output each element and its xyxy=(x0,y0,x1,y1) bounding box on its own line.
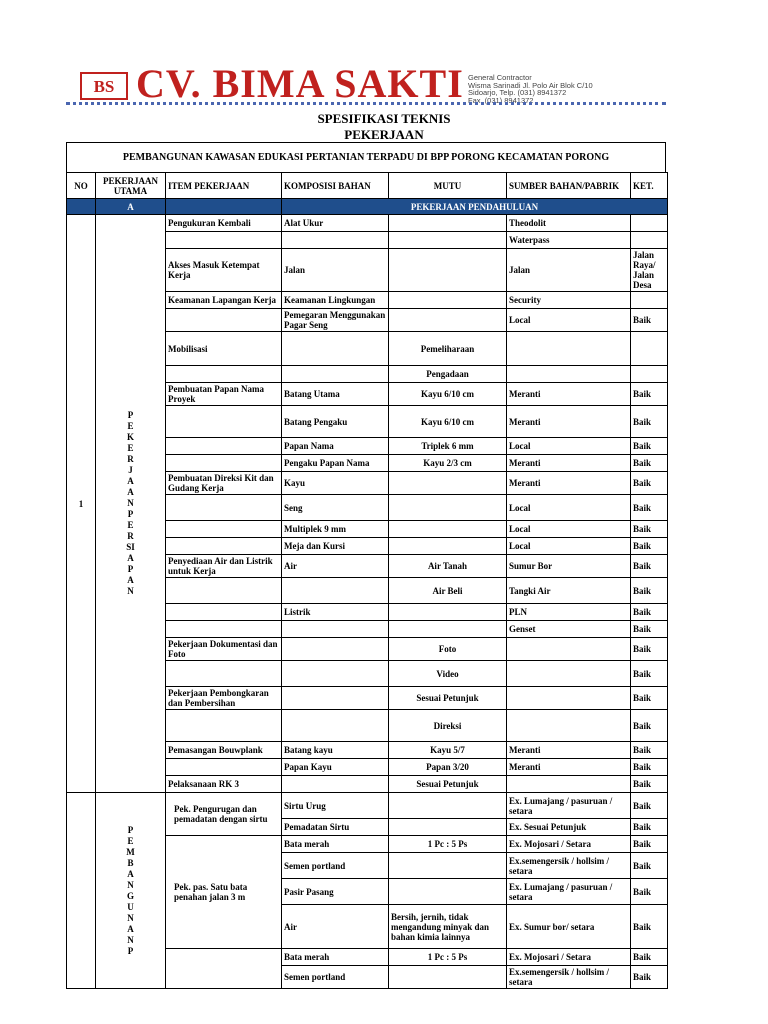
item-cell xyxy=(166,538,282,555)
mutu-cell: Triplek 6 mm xyxy=(389,438,507,455)
sumber-cell xyxy=(507,687,631,710)
ket-cell: Baik xyxy=(631,309,668,332)
sumber-cell xyxy=(507,332,631,366)
document-title: SPESIFIKASI TEKNIS xyxy=(317,111,451,126)
mutu-cell xyxy=(389,966,507,989)
mutu-cell: 1 Pc : 5 Ps xyxy=(389,836,507,853)
komposisi-cell: Pemegaran Menggunakan Pagar Seng xyxy=(282,309,389,332)
header-mutu: MUTU xyxy=(389,173,507,199)
company-info-line: Wisma Sarinadi Jl. Polo Air Blok C/10 xyxy=(468,80,593,90)
ket-cell: Baik xyxy=(631,776,668,793)
mutu-cell: Kayu 2/3 cm xyxy=(389,455,507,472)
ket-cell xyxy=(631,292,668,309)
sumber-cell: Meranti xyxy=(507,472,631,495)
sumber-cell xyxy=(507,776,631,793)
item-cell xyxy=(166,366,282,383)
ket-cell xyxy=(631,215,668,232)
header-pekerjaan-utama: PEKERJAAN UTAMA xyxy=(96,173,166,199)
sumber-cell: Meranti xyxy=(507,742,631,759)
sumber-cell xyxy=(507,638,631,661)
ket-cell: Baik xyxy=(631,604,668,621)
item-cell: Pek. Pengurugan dan pemadatan dengan sirtu xyxy=(166,793,282,836)
ket-cell: Baik xyxy=(631,538,668,555)
komposisi-cell: Sirtu Urug xyxy=(282,793,389,819)
komposisi-cell xyxy=(282,332,389,366)
sumber-cell: Theodolit xyxy=(507,215,631,232)
komposisi-cell: Semen portland xyxy=(282,966,389,989)
mutu-cell: Foto xyxy=(389,638,507,661)
mutu-cell xyxy=(389,853,507,879)
header-ket: KET. xyxy=(631,173,668,199)
project-title: PEMBANGUNAN KAWASAN EDUKASI PERTANIAN TERPADU DI BPP PORONG KECAMATAN PORONG xyxy=(66,142,666,172)
item-cell xyxy=(166,621,282,638)
sumber-cell: Local xyxy=(507,521,631,538)
mutu-cell xyxy=(389,604,507,621)
item-cell: Keamanan Lapangan Kerja xyxy=(166,292,282,309)
ket-cell: Baik xyxy=(631,621,668,638)
komposisi-cell xyxy=(282,710,389,742)
sumber-cell: Local xyxy=(507,309,631,332)
komposisi-cell xyxy=(282,621,389,638)
ket-cell: Baik xyxy=(631,383,668,406)
ket-cell: Baik xyxy=(631,879,668,905)
section-label: PEKERJAAN PENDAHULUAN xyxy=(282,199,668,215)
ket-cell xyxy=(631,232,668,249)
mutu-cell xyxy=(389,495,507,521)
sumber-cell: Meranti xyxy=(507,383,631,406)
item-cell: Penyediaan Air dan Listrik untuk Kerja xyxy=(166,555,282,578)
section-no xyxy=(67,199,96,215)
mutu-cell xyxy=(389,521,507,538)
komposisi-cell: Pasir Pasang xyxy=(282,879,389,905)
item-cell xyxy=(166,578,282,604)
company-info xyxy=(468,74,593,104)
main-work-text: PEKERJAAN PERSIAPAN xyxy=(126,410,135,596)
mutu-cell xyxy=(389,249,507,292)
header-komposisi: KOMPOSISI BAHAN xyxy=(282,173,389,199)
sumber-cell: Ex. Sesuai Petunjuk xyxy=(507,819,631,836)
item-cell: Akses Masuk Ketempat Kerja xyxy=(166,249,282,292)
mutu-cell xyxy=(389,819,507,836)
ket-cell: Baik xyxy=(631,966,668,989)
sumber-cell: PLN xyxy=(507,604,631,621)
document-subtitle: PEKERJAAN xyxy=(344,127,424,142)
mutu-cell xyxy=(389,215,507,232)
main-work-label xyxy=(96,215,166,793)
item-cell: Pembuatan Papan Nama Proyek xyxy=(166,383,282,406)
komposisi-cell xyxy=(282,366,389,383)
komposisi-cell: Kayu xyxy=(282,472,389,495)
item-cell: Pek. pas. Satu bata penahan jalan 3 m xyxy=(166,836,282,949)
ket-cell: Baik xyxy=(631,687,668,710)
mutu-cell xyxy=(389,232,507,249)
mutu-cell xyxy=(389,793,507,819)
komposisi-cell: Alat Ukur xyxy=(282,215,389,232)
mutu-cell: Air Beli xyxy=(389,578,507,604)
mutu-cell: Pemeliharaan xyxy=(389,332,507,366)
komposisi-cell: Multiplek 9 mm xyxy=(282,521,389,538)
komposisi-cell: Air xyxy=(282,905,389,949)
komposisi-cell xyxy=(282,232,389,249)
ket-cell: Baik xyxy=(631,819,668,836)
ket-cell: Baik xyxy=(631,949,668,966)
mutu-cell: Air Tanah xyxy=(389,555,507,578)
sumber-cell xyxy=(507,661,631,687)
company-info-line: Sidoarjo, Telp. (031) 8941372 xyxy=(468,88,567,97)
item-cell: Pekerjaan Dokumentasi dan Foto xyxy=(166,638,282,661)
ket-cell xyxy=(631,366,668,383)
mutu-cell xyxy=(389,538,507,555)
item-cell: Mobilisasi xyxy=(166,332,282,366)
row-number xyxy=(67,793,96,989)
komposisi-cell: Pemadatan Sirtu xyxy=(282,819,389,836)
komposisi-cell: Papan Nama xyxy=(282,438,389,455)
ket-cell: Baik xyxy=(631,495,668,521)
table-row xyxy=(67,793,668,819)
company-logo: BS xyxy=(80,72,128,100)
item-cell xyxy=(166,406,282,438)
mutu-cell: Video xyxy=(389,661,507,687)
item-cell xyxy=(166,604,282,621)
sumber-cell: Ex. Lumajang / pasuruan / setara xyxy=(507,879,631,905)
sumber-cell: Tangki Air xyxy=(507,578,631,604)
company-info-line: Fax. (031) 8941372 xyxy=(468,95,534,105)
item-cell xyxy=(166,309,282,332)
ket-cell: Baik xyxy=(631,853,668,879)
company-name: CV. BIMA SAKTI xyxy=(136,61,464,106)
komposisi-cell: Batang Utama xyxy=(282,383,389,406)
header-item: ITEM PEKERJAAN xyxy=(166,173,282,199)
ket-cell: Baik xyxy=(631,406,668,438)
item-cell xyxy=(166,710,282,742)
ket-cell: Baik xyxy=(631,793,668,819)
item-cell xyxy=(166,661,282,687)
sumber-cell xyxy=(507,710,631,742)
mutu-cell: Direksi xyxy=(389,710,507,742)
ket-cell: Baik xyxy=(631,438,668,455)
item-cell: Pembuatan Direksi Kit dan Gudang Kerja xyxy=(166,472,282,495)
mutu-cell: Kayu 6/10 cm xyxy=(389,406,507,438)
item-cell: Pelaksanaan RK 3 xyxy=(166,776,282,793)
row-number: 1 xyxy=(67,215,96,793)
item-cell xyxy=(166,232,282,249)
ket-cell: Baik xyxy=(631,836,668,853)
sumber-cell: Ex. Mojosari / Setara xyxy=(507,949,631,966)
komposisi-cell xyxy=(282,638,389,661)
item-cell xyxy=(166,759,282,776)
sumber-cell: Ex.semengersik / hollsim / setara xyxy=(507,853,631,879)
komposisi-cell: Seng xyxy=(282,495,389,521)
header-no: NO xyxy=(67,173,96,199)
ket-cell: Baik xyxy=(631,759,668,776)
sumber-cell: Ex. Lumajang / pasuruan / setara xyxy=(507,793,631,819)
komposisi-cell: Keamanan Lingkungan xyxy=(282,292,389,309)
komposisi-cell xyxy=(282,687,389,710)
item-cell xyxy=(166,495,282,521)
komposisi-cell: Semen portland xyxy=(282,853,389,879)
mutu-cell xyxy=(389,472,507,495)
ket-cell: Baik xyxy=(631,661,668,687)
mutu-cell: Papan 3/20 xyxy=(389,759,507,776)
komposisi-cell: Listrik xyxy=(282,604,389,621)
sumber-cell: Meranti xyxy=(507,406,631,438)
item-cell xyxy=(166,455,282,472)
table-row xyxy=(67,215,668,232)
komposisi-cell: Air xyxy=(282,555,389,578)
main-work-text: PEMBANGUNAN P xyxy=(126,824,135,956)
ket-cell: Baik xyxy=(631,742,668,759)
ket-cell: Baik xyxy=(631,905,668,949)
mutu-cell: Sesuai Petunjuk xyxy=(389,687,507,710)
ket-cell: Baik xyxy=(631,555,668,578)
mutu-cell xyxy=(389,621,507,638)
mutu-cell xyxy=(389,309,507,332)
section-code: A xyxy=(96,199,166,215)
item-cell: Pengukuran Kembali xyxy=(166,215,282,232)
komposisi-cell: Batang Pengaku xyxy=(282,406,389,438)
komposisi-cell xyxy=(282,661,389,687)
komposisi-cell xyxy=(282,776,389,793)
header-sumber: SUMBER BAHAN/PABRIK xyxy=(507,173,631,199)
mutu-cell: Sesuai Petunjuk xyxy=(389,776,507,793)
ket-cell: Baik xyxy=(631,455,668,472)
ket-cell: Baik xyxy=(631,638,668,661)
sumber-cell: Local xyxy=(507,538,631,555)
sumber-cell: Jalan xyxy=(507,249,631,292)
item-cell: Pekerjaan Pembongkaran dan Pembersihan xyxy=(166,687,282,710)
sumber-cell: Ex. Mojosari / Setara xyxy=(507,836,631,853)
sumber-cell: Local xyxy=(507,438,631,455)
letterhead xyxy=(66,61,666,112)
mutu-cell: Pengadaan xyxy=(389,366,507,383)
komposisi-cell: Jalan xyxy=(282,249,389,292)
mutu-cell: 1 Pc : 5 Ps xyxy=(389,949,507,966)
item-cell xyxy=(166,438,282,455)
item-cell xyxy=(166,949,282,989)
ket-cell: Baik xyxy=(631,710,668,742)
sumber-cell: Local xyxy=(507,495,631,521)
main-work-label xyxy=(96,793,166,989)
mutu-cell: Kayu 5/7 xyxy=(389,742,507,759)
komposisi-cell xyxy=(282,578,389,604)
table-header-row xyxy=(67,173,668,199)
komposisi-cell: Batang kayu xyxy=(282,742,389,759)
mutu-cell: Kayu 6/10 cm xyxy=(389,383,507,406)
ket-cell: Baik xyxy=(631,578,668,604)
sumber-cell: Sumur Bor xyxy=(507,555,631,578)
company-info-line: General Contractor xyxy=(468,73,532,82)
ket-cell: Baik xyxy=(631,521,668,538)
specification-table xyxy=(66,172,668,989)
komposisi-cell: Bata merah xyxy=(282,836,389,853)
section-spacer xyxy=(166,199,282,215)
sumber-cell: Meranti xyxy=(507,455,631,472)
sumber-cell: Security xyxy=(507,292,631,309)
sumber-cell xyxy=(507,366,631,383)
letterhead-divider xyxy=(66,102,666,105)
komposisi-cell: Bata merah xyxy=(282,949,389,966)
sumber-cell: Waterpass xyxy=(507,232,631,249)
sumber-cell: Ex. Sumur bor/ setara xyxy=(507,905,631,949)
sumber-cell: Meranti xyxy=(507,759,631,776)
section-row xyxy=(67,199,668,215)
item-cell: Pemasangan Bouwplank xyxy=(166,742,282,759)
komposisi-cell: Meja dan Kursi xyxy=(282,538,389,555)
mutu-cell: Bersih, jernih, tidak mengandung minyak dan bahan kimia lainnya xyxy=(389,905,507,949)
sumber-cell: Genset xyxy=(507,621,631,638)
mutu-cell xyxy=(389,879,507,905)
sumber-cell: Ex.semengersik / hollsim / setara xyxy=(507,966,631,989)
komposisi-cell: Pengaku Papan Nama xyxy=(282,455,389,472)
mutu-cell xyxy=(389,292,507,309)
ket-cell xyxy=(631,332,668,366)
item-cell xyxy=(166,521,282,538)
ket-cell: Baik xyxy=(631,472,668,495)
ket-cell: Jalan Raya/ Jalan Desa xyxy=(631,249,668,292)
komposisi-cell: Papan Kayu xyxy=(282,759,389,776)
